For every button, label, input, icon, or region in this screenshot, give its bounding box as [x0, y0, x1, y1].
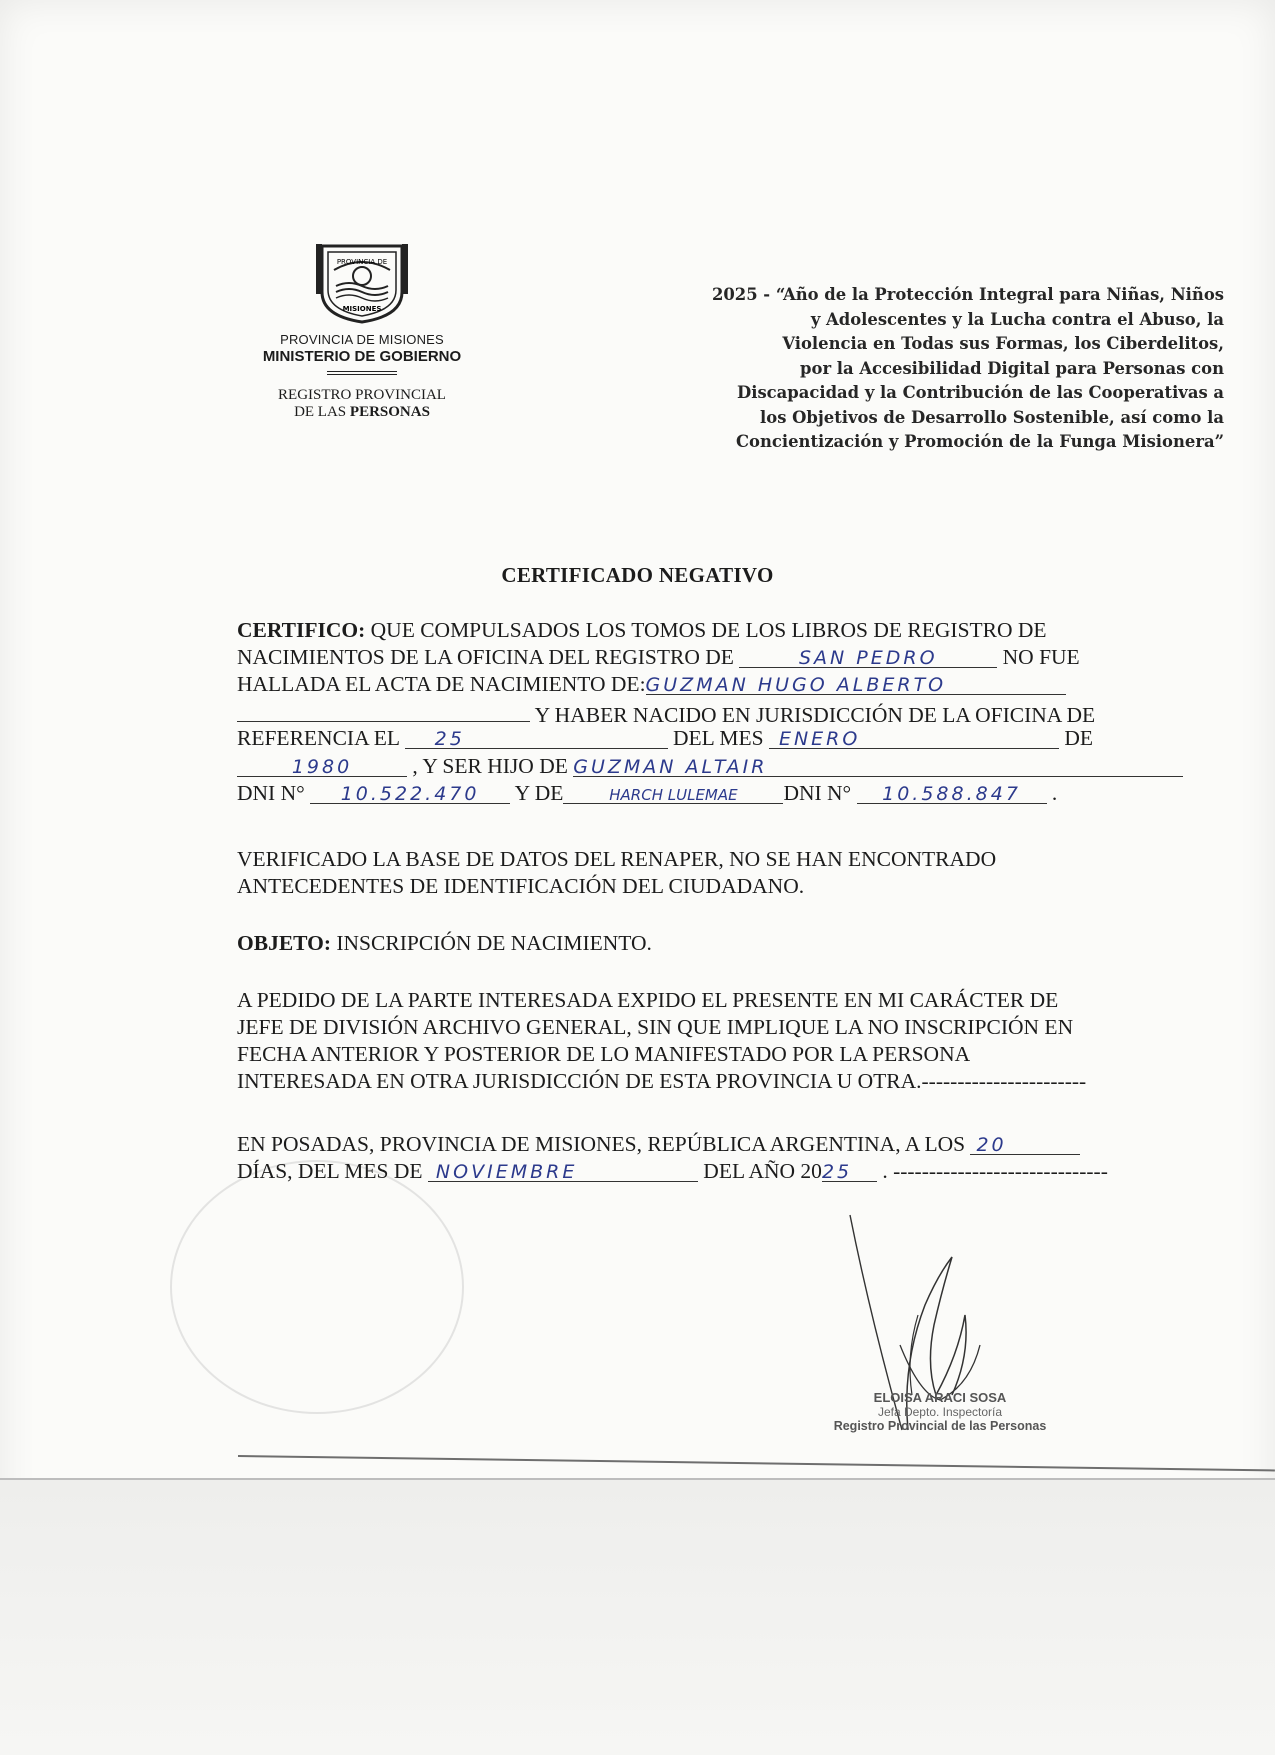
office-handwritten: SAN PEDRO: [798, 647, 938, 669]
day-field: [405, 726, 668, 749]
registry-line1: REGISTRO PROVINCIAL: [278, 387, 446, 403]
posadas-line-2: [237, 1159, 1108, 1184]
father-dni-field: [310, 781, 510, 804]
certifico-text-3a: HALLADA EL ACTA DE NACIMIENTO DE:: [237, 672, 646, 696]
renaper-line-1: VERIFICADO LA BASE DE DATOS DEL RENAPER, NO SE HAN ENCONTRADO: [237, 847, 997, 871]
certifico-line-2: [237, 645, 1080, 670]
scan-bottom-margin: [0, 1478, 1275, 1755]
objeto-line: [237, 931, 652, 956]
father-dni-handwritten: 10.522.470: [340, 783, 480, 805]
year-field: [237, 754, 407, 777]
day-handwritten: 25: [434, 728, 465, 750]
registry-line2-bold: PERSONAS: [349, 404, 430, 420]
objeto-label: OBJETO:: [237, 931, 331, 955]
certifico-text-1: QUE COMPULSADOS LOS TOMOS DE LOS LIBROS DE REGISTRO DE: [365, 618, 1047, 642]
posadas-text-1a: EN POSADAS, PROVINCIA DE MISIONES, REPÚBLICA ARGENTINA, A LOS: [237, 1132, 971, 1156]
pedido-line-1: A PEDIDO DE LA PARTE INTERESADA EXPIDO EL PRESENTE EN MI CARÁCTER DE: [237, 988, 1059, 1012]
motto-line: los Objetivos de Desarrollo Sostenible, así como la: [760, 407, 1224, 427]
issue-day-field: [970, 1132, 1080, 1155]
motto-line: Discapacidad y la Contribución de las Cooperativas a: [737, 383, 1224, 402]
pedido-line-3: FECHA ANTERIOR Y POSTERIOR DE LO MANIFESTADO POR LA PERSONA: [237, 1042, 971, 1066]
signatory-name: ELOISA ARACI SOSA: [873, 1390, 1007, 1405]
issue-month-field: [428, 1159, 698, 1182]
certifico-text-5a: REFERENCIA EL: [237, 726, 405, 750]
motto-line: y Adolescentes y la Lucha contra el Abuso, la: [810, 309, 1224, 329]
office-field: [739, 645, 997, 668]
year-handwritten: 1980: [291, 756, 353, 778]
province-crest-seal: [314, 240, 410, 324]
motto-line: Violencia en Todas sus Formas, los Ciberdelitos,: [782, 334, 1224, 353]
certifico-text-7c: DNI N°: [783, 781, 857, 805]
posadas-text-2a: DÍAS, DEL MES DE: [237, 1159, 428, 1183]
motto-line: Concientización y Promoción de la Funga Misionera”: [736, 432, 1224, 451]
issue-year-field: [822, 1159, 877, 1182]
posadas-line-1: [237, 1132, 1080, 1157]
month-field: [769, 726, 1059, 749]
certifico-text-7b: Y DE: [510, 781, 564, 805]
fold-line: [238, 1455, 1275, 1471]
issue-year-handwritten: 25: [821, 1161, 853, 1183]
motto-line: 2025 - “Año de la Protección Integral para Niñas, Niños: [711, 285, 1224, 304]
certifico-line-4: [237, 699, 1095, 728]
ministry-name: MINISTERIO DE GOBIERNO: [262, 348, 462, 365]
registry-name: [232, 387, 492, 421]
pedido-line-2: JEFE DE DIVISIÓN ARCHIVO GENERAL, SIN QUE IMPLIQUE LA NO INSCRIPCIÓN EN: [237, 1015, 1074, 1039]
name-continuation-field: [237, 699, 530, 722]
certifico-line-1: [237, 618, 1047, 643]
motto-line: por la Accesibilidad Digital para Personas con: [800, 358, 1224, 378]
province-name: PROVINCIA DE MISIONES: [280, 332, 444, 347]
certifico-text-5b: DEL MES: [667, 726, 769, 750]
signatory-role: Jefa Depto. Inspectoría: [877, 1405, 1003, 1419]
signature-block: [820, 1390, 1060, 1433]
certifico-text-7a: DNI N°: [237, 781, 311, 805]
certifico-text-7d: .: [1046, 781, 1058, 805]
certificate-title: CERTIFICADO NEGATIVO: [501, 563, 774, 587]
certifico-line-7: [237, 781, 1057, 806]
posadas-text-2c: . ------------------------------: [876, 1159, 1108, 1183]
father-field: [573, 754, 1183, 777]
mother-dni-field: [857, 781, 1047, 804]
crest-text-top: PROVINCIA DE: [336, 258, 388, 266]
pedido-line-4: INTERESADA EN OTRA JURISDICCIÓN DE ESTA PROVINCIA U OTRA.-----------------------: [237, 1069, 1087, 1093]
certifico-label: CERTIFICO:: [237, 618, 366, 642]
mother-field: [563, 781, 783, 804]
certifico-line-6: [237, 754, 1183, 779]
issue-month-handwritten: NOVIEMBRE: [435, 1161, 578, 1183]
certifico-text-2a: NACIMIENTOS DE LA OFICINA DEL REGISTRO DE: [237, 645, 740, 669]
issue-day-handwritten: 20: [976, 1134, 1007, 1156]
year-motto: [598, 283, 1224, 455]
certifico-line-3: [237, 672, 1066, 697]
certifico-text-6b: , Y SER HIJO DE: [407, 754, 574, 778]
mother-dni-handwritten: 10.588.847: [882, 783, 1021, 805]
posadas-text-2b: DEL AÑO 20: [697, 1159, 822, 1183]
registry-line2-prefix: DE LAS: [294, 404, 350, 420]
mother-handwritten: HARCH LULEMAE: [609, 786, 738, 804]
signatory-registry: Registro Provincial de las Personas: [833, 1419, 1047, 1433]
father-handwritten: GUZMAN ALTAIR: [573, 756, 768, 778]
name-field: [646, 672, 1066, 695]
certifico-text-2b: NO FUE: [997, 645, 1080, 669]
paper-edge-line: [0, 1478, 1275, 1480]
objeto-value: INSCRIPCIÓN DE NACIMIENTO.: [331, 931, 652, 955]
renaper-line-2: ANTECEDENTES DE IDENTIFICACIÓN DEL CIUDADANO.: [237, 874, 805, 898]
certifico-line-5: [237, 726, 1093, 751]
faint-stamp: [170, 1160, 464, 1414]
certifico-text-4b: Y HABER NACIDO EN JURISDICCIÓN DE LA OFICINA DE: [530, 703, 1096, 727]
month-handwritten: ENERO: [778, 728, 861, 750]
letterhead: [232, 240, 492, 421]
double-rule: [327, 371, 397, 375]
name-handwritten: GUZMAN HUGO ALBERTO: [645, 674, 947, 696]
crest-text-bottom: MISIONES: [342, 305, 382, 313]
certifico-text-5c: DE: [1058, 726, 1093, 750]
